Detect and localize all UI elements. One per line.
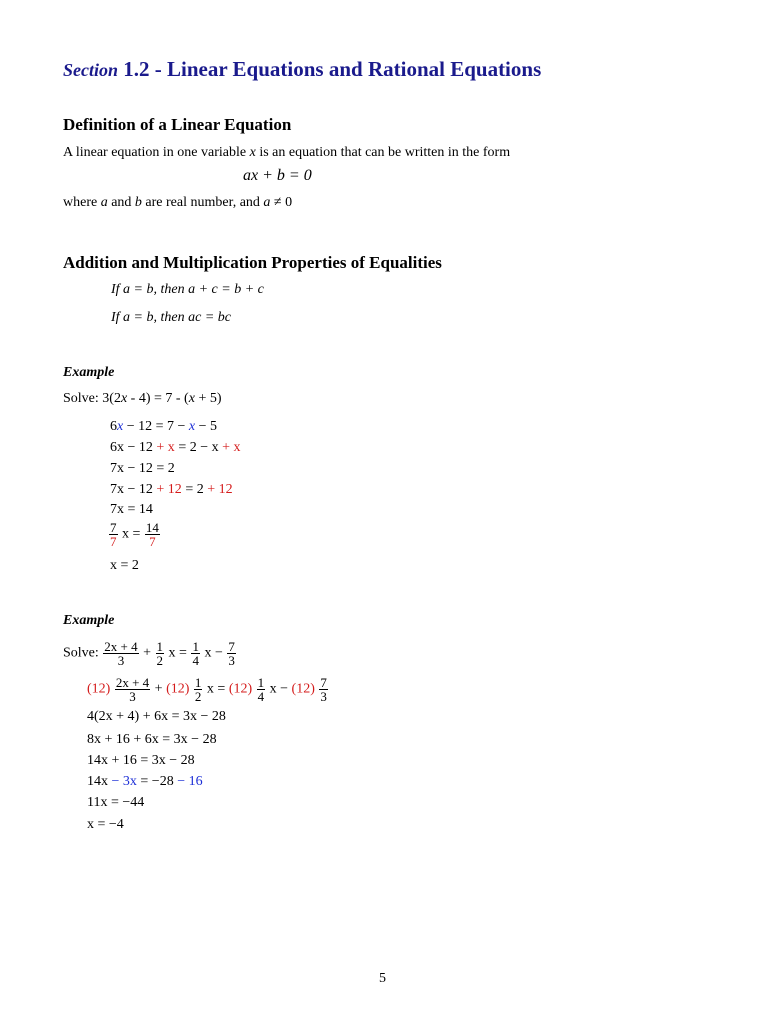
ex1-s4-c: = 2 xyxy=(181,482,208,497)
ex1-step-3: 7x − 12 = 2 xyxy=(110,461,175,476)
ex2-f3-num: 1 xyxy=(192,639,199,654)
ex2-s1-fc-num: 1 xyxy=(257,675,265,690)
ex1-frac1-den: 7 xyxy=(110,534,117,549)
ex1-prob-a: Solve: 3(2 xyxy=(63,391,121,406)
ex1-s1-x: x xyxy=(117,419,124,434)
ex2-s1-fa-num: 2x + 4 xyxy=(115,675,150,690)
ex1-s6-mid: x = xyxy=(118,526,144,542)
ex2-s1-xminus: x − xyxy=(266,681,292,697)
ex2-s1-fd-den: 3 xyxy=(320,689,327,704)
ex2-f2-num: 1 xyxy=(156,639,164,654)
ex1-s1-c: − 12 = 7 − xyxy=(123,419,189,434)
ex1-s2-b: + x xyxy=(156,440,175,455)
ex1-step-7: x = 2 xyxy=(110,558,139,573)
ex1-s2-c: = 2 − x xyxy=(174,440,223,455)
ex2-s1-12b: (12) xyxy=(166,681,190,697)
ex1-frac2-den: 7 xyxy=(149,534,156,549)
ex2-plus: + xyxy=(139,645,155,661)
ex2-s1-frac-c xyxy=(257,676,266,703)
ex2-xeq: x = xyxy=(165,645,191,661)
ex2-s1-fc-den: 4 xyxy=(257,689,265,704)
title-number: 1.2 xyxy=(123,57,150,81)
ex2-f4-den: 3 xyxy=(228,653,235,668)
example-2-label: Example xyxy=(63,613,115,628)
ex1-step-4 xyxy=(110,482,233,498)
ex1-prob-x: x xyxy=(120,391,128,406)
page-number: 5 xyxy=(379,971,386,986)
ex2-f1-num: 2x + 4 xyxy=(104,639,138,654)
ex2-s5-b: − 3x xyxy=(111,774,137,789)
ex2-s1-fb-den: 2 xyxy=(194,689,202,704)
ex2-f2-den: 2 xyxy=(156,653,164,668)
ex1-frac1-num: 7 xyxy=(110,520,117,535)
title-text: - Linear Equations and Rational Equations xyxy=(149,57,542,81)
cond-var-b: b xyxy=(134,195,142,210)
example-2-problem xyxy=(63,640,237,667)
ex2-f4-num: 7 xyxy=(228,639,235,654)
ex2-step-7: x = −4 xyxy=(87,817,124,832)
addition-property: If a = b, then a + c = b + c xyxy=(111,282,264,297)
ex1-prob-b: - 4) = 7 - ( xyxy=(127,391,189,406)
example-1-problem xyxy=(63,391,222,407)
ex2-step-5 xyxy=(87,774,203,790)
ex1-s1-a: 6 xyxy=(110,419,117,434)
ex2-step-1 xyxy=(87,676,329,703)
ex2-frac-2x4-3 xyxy=(103,640,138,667)
title-section-word: Section xyxy=(63,60,119,80)
ex2-frac-7-3 xyxy=(227,640,236,667)
ex1-prob-c: + 5) xyxy=(194,391,222,406)
cond-text-2: and xyxy=(107,195,135,210)
ex1-frac2-num: 14 xyxy=(145,520,159,535)
ex2-xminus: x − xyxy=(200,645,227,661)
ex2-s5-d: − 16 xyxy=(177,774,203,789)
ex2-step-6: 11x = −44 xyxy=(87,795,145,810)
example-1-label: Example xyxy=(63,365,115,380)
ex2-step-4: 14x + 16 = 3x − 28 xyxy=(87,753,195,768)
ex2-s1-frac-a xyxy=(115,676,150,703)
ex1-step-6 xyxy=(108,521,161,548)
ex2-s1-fd-num: 7 xyxy=(320,675,327,690)
ex2-s1-12c: (12) xyxy=(228,681,253,697)
properties-heading: Addition and Multiplication Properties of Equalities xyxy=(63,253,442,272)
ex2-s5-c: = −28 xyxy=(136,774,178,789)
ex1-s4-a: 7x − 12 xyxy=(110,482,157,497)
ex2-s1-fb-num: 1 xyxy=(194,675,202,690)
ex1-step-1 xyxy=(110,419,217,435)
ex2-f3-den: 4 xyxy=(192,653,199,668)
def-text-1: A linear equation in one variable xyxy=(63,145,250,160)
ex1-frac-14-7 xyxy=(145,521,160,548)
def-text-2: is an equation that can be written in the form xyxy=(255,145,511,160)
ex1-step-5: 7x = 14 xyxy=(110,502,153,517)
definition-heading: Definition of a Linear Equation xyxy=(63,115,292,134)
ex1-s1-e: − 5 xyxy=(195,419,218,434)
ex2-step-2: 4(2x + 4) + 6x = 3x − 28 xyxy=(87,709,226,724)
ex2-s1-12d: (12) xyxy=(291,681,315,697)
cond-var-a2: a xyxy=(263,195,271,210)
cond-text-1: where xyxy=(63,195,101,210)
cond-text-3: are real number, and xyxy=(141,195,264,210)
def-var-x: x xyxy=(249,145,256,160)
ex1-s2-d: + x xyxy=(222,440,241,455)
definition-condition xyxy=(63,195,292,211)
ex2-s1-frac-d xyxy=(319,676,328,703)
multiplication-property: If a = b, then ac = bc xyxy=(111,310,231,325)
ex2-step-3: 8x + 16 + 6x = 3x − 28 xyxy=(87,732,217,747)
ex2-f1-den: 3 xyxy=(117,653,125,668)
ex1-s1-x2: x xyxy=(188,419,196,434)
ex1-s4-d: + 12 xyxy=(207,482,233,497)
ex1-s4-b: + 12 xyxy=(156,482,182,497)
cond-var-a: a xyxy=(100,195,108,210)
definition-line xyxy=(63,145,510,161)
page-title xyxy=(63,57,541,82)
ex1-s2-a: 6x − 12 xyxy=(110,440,157,455)
ex1-step-2 xyxy=(110,440,241,456)
ex2-s1-fa-den: 3 xyxy=(129,689,136,704)
ex1-frac-7-7 xyxy=(109,521,118,548)
ex2-frac-1-4 xyxy=(191,640,200,667)
ex2-s1-12a: (12) xyxy=(87,681,111,697)
ex1-prob-x2: x xyxy=(188,391,195,406)
ex2-s1-frac-b xyxy=(194,676,203,703)
ex2-solve: Solve: xyxy=(63,645,103,661)
ex2-s1-plus: + xyxy=(151,681,167,697)
ex2-s5-a: 14x xyxy=(87,774,112,789)
ex2-frac-1-2 xyxy=(156,640,165,667)
linear-form-formula: ax + b = 0 xyxy=(243,167,312,184)
ex2-s1-xeq: x = xyxy=(203,681,229,697)
cond-text-4: ≠ 0 xyxy=(270,195,293,210)
